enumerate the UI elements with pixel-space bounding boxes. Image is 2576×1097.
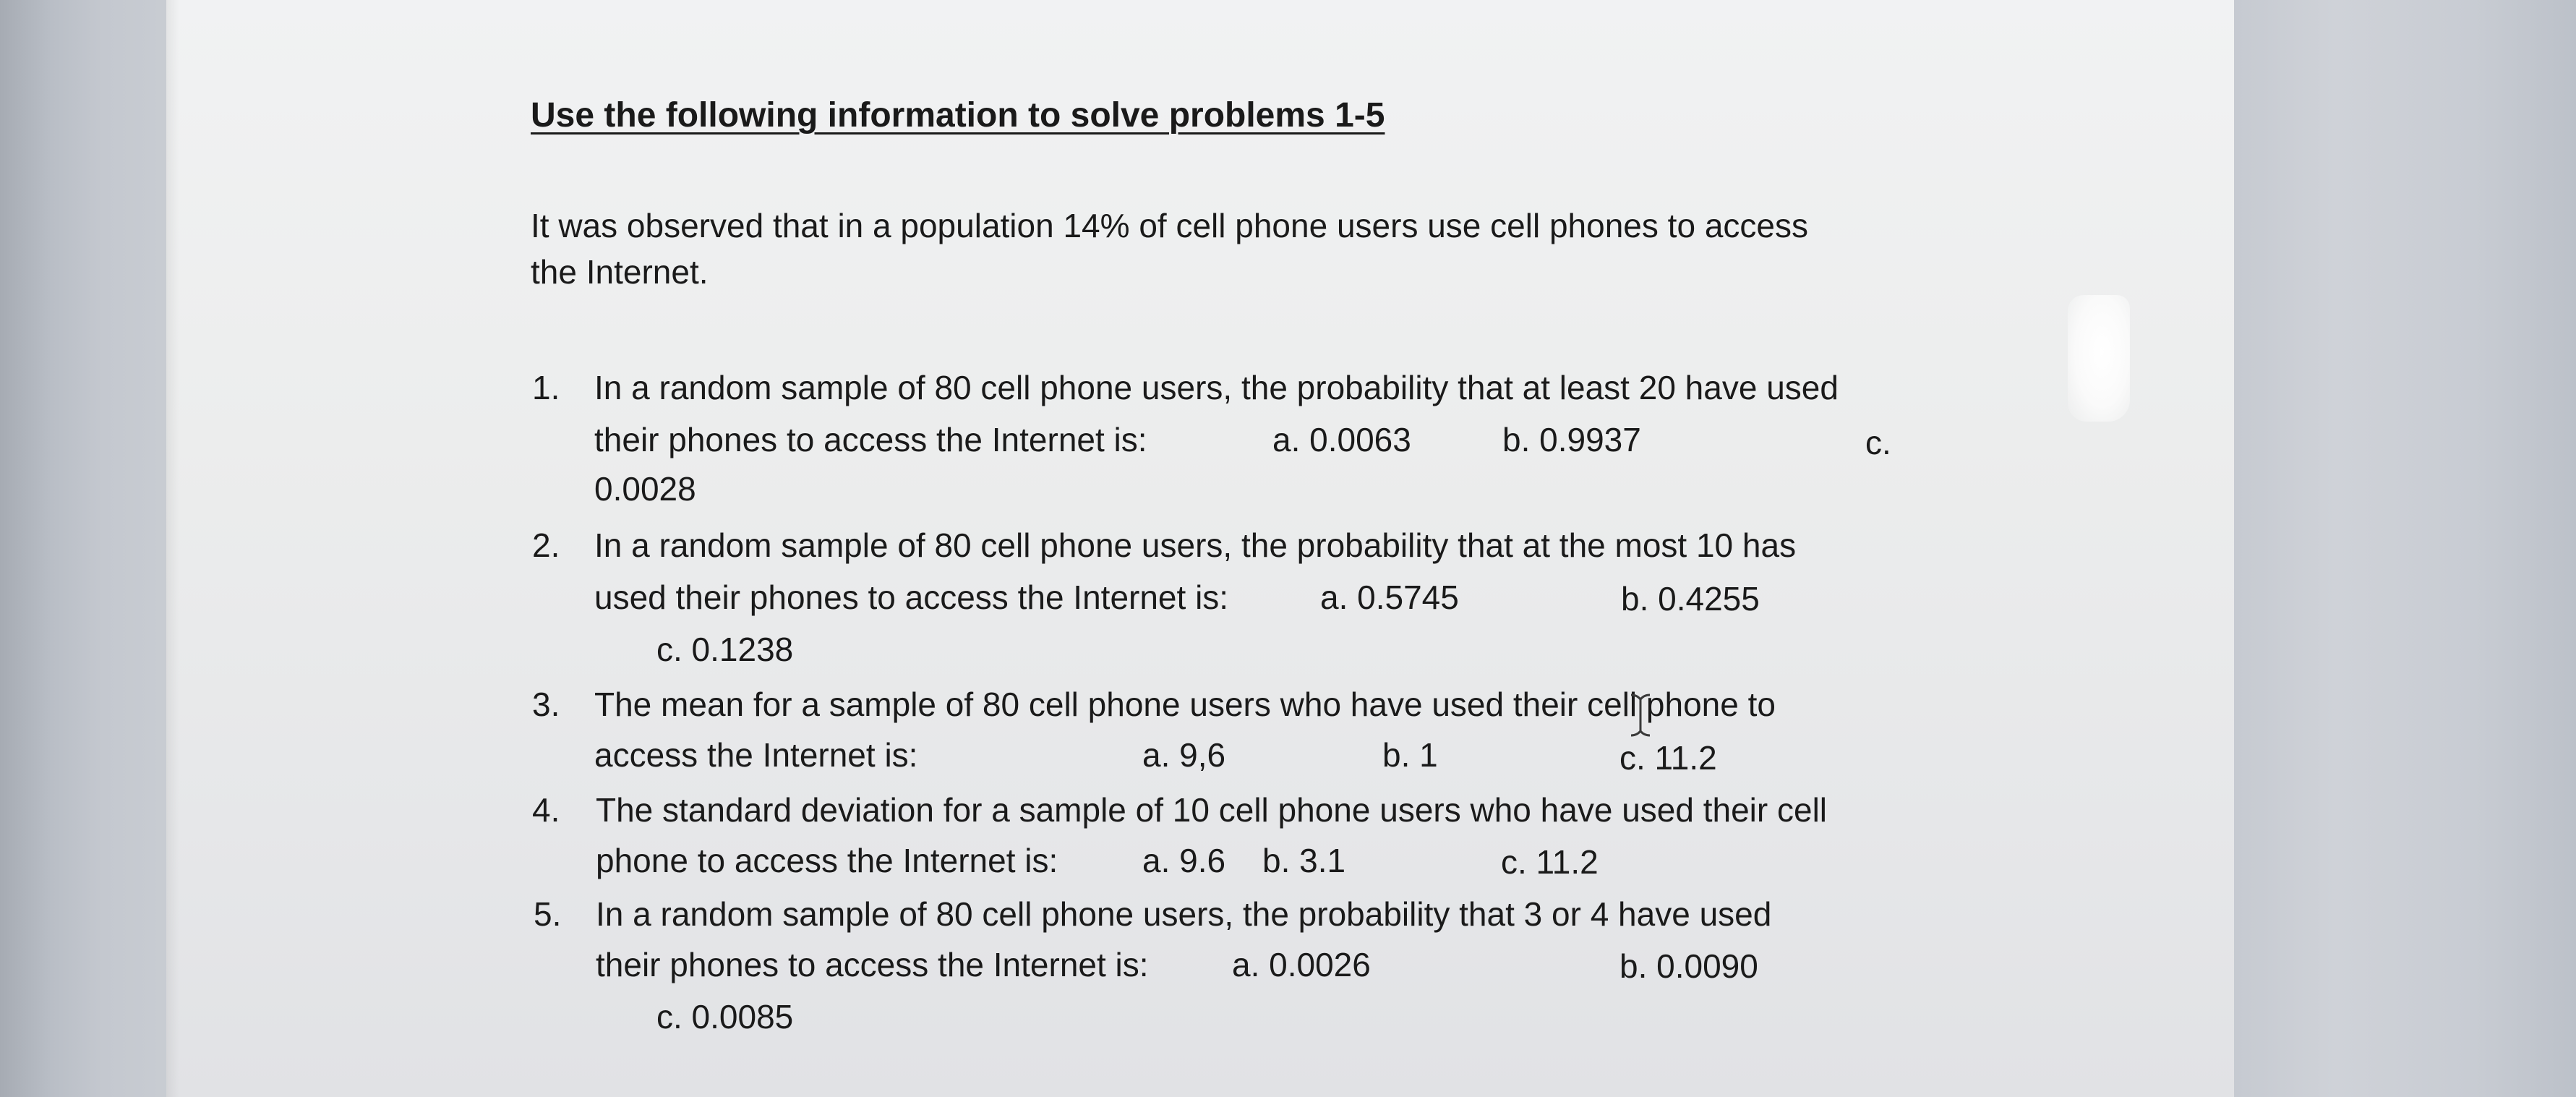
question-1-line-1: In a random sample of 80 cell phone users, the probability that at least 20 have used xyxy=(594,369,1839,406)
question-1-option-c-value: 0.0028 xyxy=(594,470,696,508)
question-1-option-c-label: c. xyxy=(1865,424,1891,461)
page-heading: Use the following information to solve problems 1-5 xyxy=(531,96,1385,135)
question-5-option-c: c. 0.0085 xyxy=(656,998,794,1036)
question-2-option-b: b. 0.4255 xyxy=(1621,580,1760,618)
question-number-4: 4. xyxy=(532,791,560,829)
question-number-3: 3. xyxy=(532,686,560,723)
question-3-line-2: access the Internet is: xyxy=(594,736,918,774)
question-number-1: 1. xyxy=(532,369,560,406)
question-2-option-a: a. 0.5745 xyxy=(1320,579,1459,616)
question-number-5: 5. xyxy=(534,895,562,933)
question-4-option-b: b. 3.1 xyxy=(1262,842,1346,879)
question-2-option-c: c. 0.1238 xyxy=(656,631,794,668)
question-number-2: 2. xyxy=(532,526,560,564)
intro-line-2: the Internet. xyxy=(531,253,709,291)
page-edge-shadow xyxy=(166,0,179,1097)
question-3-line-1: The mean for a sample of 80 cell phone users who have used their cell phone to xyxy=(594,686,1776,723)
question-5-option-b: b. 0.0090 xyxy=(1619,947,1758,985)
question-5-line-2: their phones to access the Internet is: xyxy=(596,946,1149,983)
question-2-line-1: In a random sample of 80 cell phone users, the probability that at the most 10 has xyxy=(594,526,1797,564)
text-cursor-icon xyxy=(1628,693,1653,738)
question-4-option-c: c. 11.2 xyxy=(1501,843,1599,881)
question-1-option-a: a. 0.0063 xyxy=(1272,421,1411,458)
question-4-line-2: phone to access the Internet is: xyxy=(596,842,1058,879)
question-5-option-a: a. 0.0026 xyxy=(1232,946,1371,983)
question-1-line-2: their phones to access the Internet is: xyxy=(594,421,1147,458)
question-3-option-b: b. 1 xyxy=(1382,736,1438,774)
background-right xyxy=(2234,0,2576,1097)
question-1-option-b: b. 0.9937 xyxy=(1502,421,1641,458)
screen-glare xyxy=(2068,295,2130,422)
question-3-option-c: c. 11.2 xyxy=(1619,739,1717,777)
question-2-line-2: used their phones to access the Internet is: xyxy=(594,579,1229,616)
question-3-option-a: a. 9,6 xyxy=(1142,736,1226,774)
question-4-option-a: a. 9.6 xyxy=(1142,842,1226,879)
intro-line-1: It was observed that in a population 14% of cell phone users use cell phones to access xyxy=(531,207,1808,244)
question-4-line-1: The standard deviation for a sample of 10 cell phone users who have used their cell xyxy=(596,791,1828,829)
question-5-line-1: In a random sample of 80 cell phone users, the probability that 3 or 4 have used xyxy=(596,895,1772,933)
